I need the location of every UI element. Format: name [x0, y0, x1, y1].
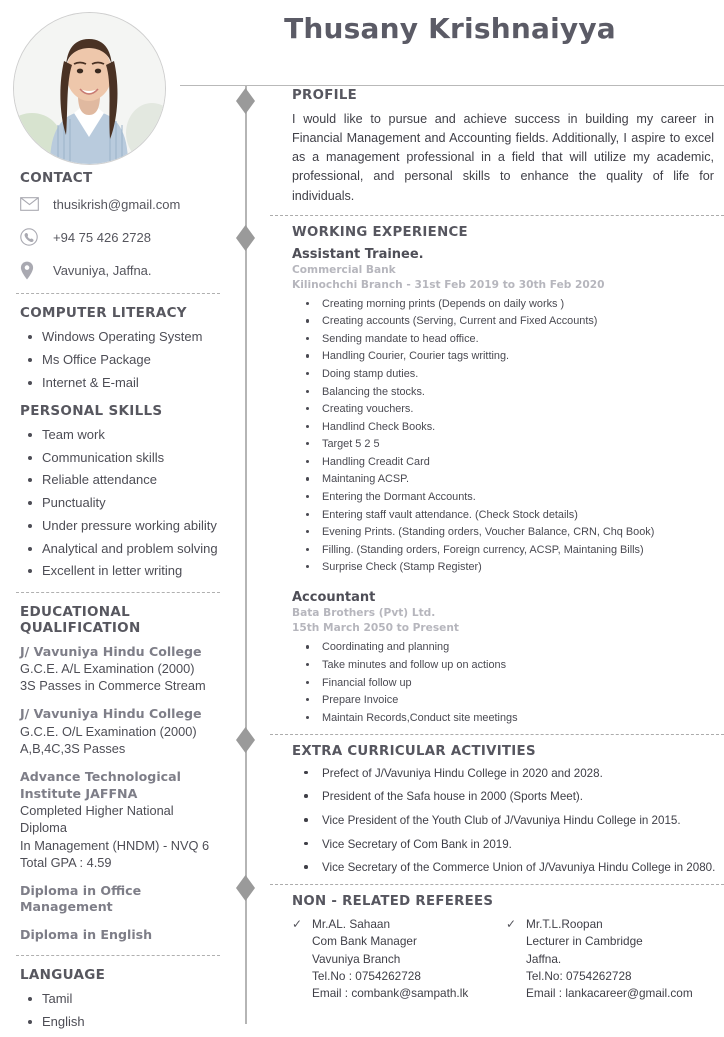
- education-line: In Management (HNDM) - NVQ 6: [20, 837, 210, 853]
- list-item: English: [20, 1014, 222, 1030]
- referee-line: Tel.No : 0754262728: [312, 968, 421, 983]
- list-item: Creating vouchers.: [292, 402, 720, 416]
- job-duties-list: [292, 640, 720, 724]
- contact-heading: CONTACT: [20, 170, 93, 186]
- diamond-marker-extracurricular: [236, 727, 255, 753]
- list-item: Excellent in letter writing: [20, 563, 222, 579]
- list-item: Coordinating and planning: [292, 640, 720, 654]
- extracurricular-list: [292, 766, 720, 875]
- location-pin-icon: [20, 260, 46, 280]
- right-divider-3: [270, 884, 724, 885]
- left-divider-2: [16, 592, 220, 593]
- education-institute: J/ Vavuniya Hindu College: [20, 643, 202, 659]
- education-block: [20, 644, 222, 695]
- education-extra: Diploma in Office Management: [20, 883, 142, 915]
- left-divider-3: [16, 955, 220, 956]
- list-item: Tamil: [20, 991, 222, 1007]
- phone-icon: [20, 227, 46, 247]
- experience-section: [262, 225, 724, 725]
- profile-heading: PROFILE: [292, 88, 357, 103]
- referee-details: [526, 916, 693, 1002]
- referee-name: Mr.AL. Sahaan: [312, 917, 391, 932]
- list-item: Entering staff vault attendance. (Check Stock details): [292, 508, 720, 522]
- referee-entry: [506, 916, 720, 1002]
- list-item: Creating accounts (Serving, Current and Fixed Accounts): [292, 314, 720, 328]
- list-item: Reliable attendance: [20, 472, 222, 488]
- referees-heading: NON - RELATED REFEREES: [292, 894, 494, 910]
- list-item: Doing stamp duties.: [292, 367, 720, 381]
- referee-line: Com Bank Manager: [312, 934, 417, 949]
- list-item: Internet & E-mail: [20, 375, 222, 391]
- contact-email-value: thusikrish@gmail.com: [53, 196, 181, 212]
- list-item: President of the Safa house in 2000 (Sports Meet).: [292, 789, 720, 804]
- list-item: Team work: [20, 427, 222, 443]
- education-line: A,B,4C,3S Passes: [20, 741, 126, 757]
- profile-text: I would like to pursue and achieve success in building my career in Financial Management and Accounting fields. Additionally, I aspire to excel as a management professional in a field that will utilize my academic, professional, and personal skills to enhance the quality of life for individuals.: [292, 112, 714, 203]
- list-item: Filling. (Standing orders, Foreign currency, ACSP, Maintaning Bills): [292, 543, 720, 557]
- left-column: [0, 170, 236, 1037]
- computer-literacy-section: [0, 305, 236, 391]
- job-company: Bata Brothers (Pvt) Ltd.: [292, 607, 436, 620]
- list-item: Handling Courier, Courier tags writting.: [292, 349, 720, 363]
- education-heading: EDUCATIONAL QUALIFICATION: [20, 603, 141, 636]
- education-block: [20, 706, 222, 757]
- contact-email-row[interactable]: [20, 194, 222, 214]
- job-duties-list: [292, 297, 720, 575]
- education-line: Completed Higher National Diploma: [20, 803, 174, 836]
- right-column: [262, 88, 724, 1002]
- job-title: Assistant Trainee.: [292, 246, 424, 262]
- list-item: Under pressure working ability: [20, 518, 222, 534]
- avatar: [13, 12, 166, 165]
- referee-line: Email : combank@sampath.lk: [312, 986, 469, 1001]
- header-divider: [180, 85, 724, 86]
- right-divider-2: [270, 734, 724, 735]
- education-section: [0, 604, 236, 944]
- experience-heading: WORKING EXPERIENCE: [292, 224, 468, 240]
- language-heading: LANGUAGE: [20, 967, 106, 984]
- referee-name: Mr.T.L.Roopan: [526, 917, 603, 932]
- extracurricular-heading: EXTRA CURRICULAR ACTIVITIES: [292, 743, 536, 759]
- diamond-marker-profile: [236, 88, 255, 114]
- computer-literacy-heading: COMPUTER LITERACY: [20, 305, 187, 321]
- list-item: Windows Operating System: [20, 329, 222, 345]
- left-divider-1: [16, 293, 220, 294]
- referee-line: Lecturer in Cambridge: [526, 934, 643, 949]
- list-item: Ms Office Package: [20, 352, 222, 368]
- list-item: Target 5 2 5: [292, 437, 720, 451]
- contact-section: [0, 170, 236, 280]
- personal-skills-section: [0, 403, 236, 580]
- list-item: Creating morning prints (Depends on daily works ): [292, 297, 720, 311]
- job-period: Kilinochchi Branch - 31st Feb 2019 to 30th Feb 2020: [292, 278, 605, 291]
- list-item: Evening Prints. (Standing orders, Voucher Balance, CRN, Chq Book): [292, 525, 720, 539]
- extracurricular-section: [262, 744, 724, 875]
- education-institute: Advance Technological Institute JAFFNA: [20, 769, 181, 801]
- list-item: Vice Secretary of Com Bank in 2019.: [292, 837, 720, 852]
- job-period: 15th March 2050 to Present: [292, 622, 459, 635]
- list-item: Analytical and problem solving: [20, 541, 222, 557]
- list-item: Prefect of J/Vavuniya Hindu College in 2020 and 2028.: [292, 766, 720, 781]
- list-item: Maintain Records,Conduct site meetings: [292, 711, 720, 725]
- list-item: Maintaning ACSP.: [292, 472, 720, 486]
- referee-entry: [292, 916, 506, 1002]
- list-item: Handlind Check Books.: [292, 420, 720, 434]
- contact-location-row[interactable]: [20, 260, 222, 280]
- personal-skills-heading: PERSONAL SKILLS: [20, 402, 163, 419]
- list-item: Handling Creadit Card: [292, 455, 720, 469]
- education-line: G.C.E. O/L Examination (2000): [20, 723, 197, 739]
- education-institute: J/ Vavuniya Hindu College: [20, 706, 202, 722]
- referee-line: Jaffna.: [526, 951, 562, 966]
- experience-job: [292, 247, 720, 575]
- language-list: [20, 991, 222, 1030]
- avatar-illustration: [14, 13, 165, 164]
- list-item: Communication skills: [20, 450, 222, 466]
- profile-section: [262, 88, 724, 206]
- referee-details: [312, 916, 468, 1002]
- education-block: [20, 769, 222, 871]
- referees-grid: [292, 916, 720, 1002]
- list-item: Vice President of the Youth Club of J/Vavuniya Hindu College in 2015.: [292, 813, 720, 828]
- diamond-marker-referees: [236, 875, 255, 901]
- education-line: Total GPA : 4.59: [20, 854, 112, 870]
- right-divider-1: [270, 215, 724, 216]
- envelope-icon: [20, 194, 46, 214]
- contact-phone-value: +94 75 426 2728: [53, 229, 151, 245]
- referee-line: Tel.No: 0754262728: [526, 968, 632, 983]
- diamond-marker-experience: [236, 225, 255, 251]
- experience-job: [292, 590, 720, 724]
- referee-line: Email : lankacareer@gmail.com: [526, 986, 693, 1001]
- list-item: Balancing the stocks.: [292, 385, 720, 399]
- job-title: Accountant: [292, 590, 376, 606]
- education-line: G.C.E. A/L Examination (2000): [20, 660, 195, 676]
- list-item: Surprise Check (Stamp Register): [292, 560, 720, 574]
- computer-literacy-list: [20, 329, 222, 391]
- contact-phone-row[interactable]: [20, 227, 222, 247]
- page-title: Thusany Krishnaiyya: [284, 12, 616, 45]
- list-item: Take minutes and follow up on actions: [292, 658, 720, 672]
- list-item: Punctuality: [20, 495, 222, 511]
- list-item: Entering the Dormant Accounts.: [292, 490, 720, 504]
- contact-location-value: Vavuniya, Jaffna.: [53, 262, 152, 278]
- list-item: Vice Secretary of the Commerce Union of J/Vavuniya Hindu College in 2080.: [292, 860, 720, 875]
- job-company: Commercial Bank: [292, 263, 396, 276]
- referees-section: [262, 894, 724, 1002]
- education-line: 3S Passes in Commerce Stream: [20, 678, 206, 694]
- list-item: Financial follow up: [292, 676, 720, 690]
- list-item: Prepare Invoice: [292, 693, 720, 707]
- check-icon: ✓: [292, 917, 303, 932]
- personal-skills-list: [20, 427, 222, 580]
- referee-line: Vavuniya Branch: [312, 951, 401, 966]
- language-section: [0, 967, 236, 1030]
- check-icon: ✓: [506, 917, 517, 932]
- education-extra: Diploma in English: [20, 926, 153, 942]
- list-item: Sending mandate to head office.: [292, 332, 720, 346]
